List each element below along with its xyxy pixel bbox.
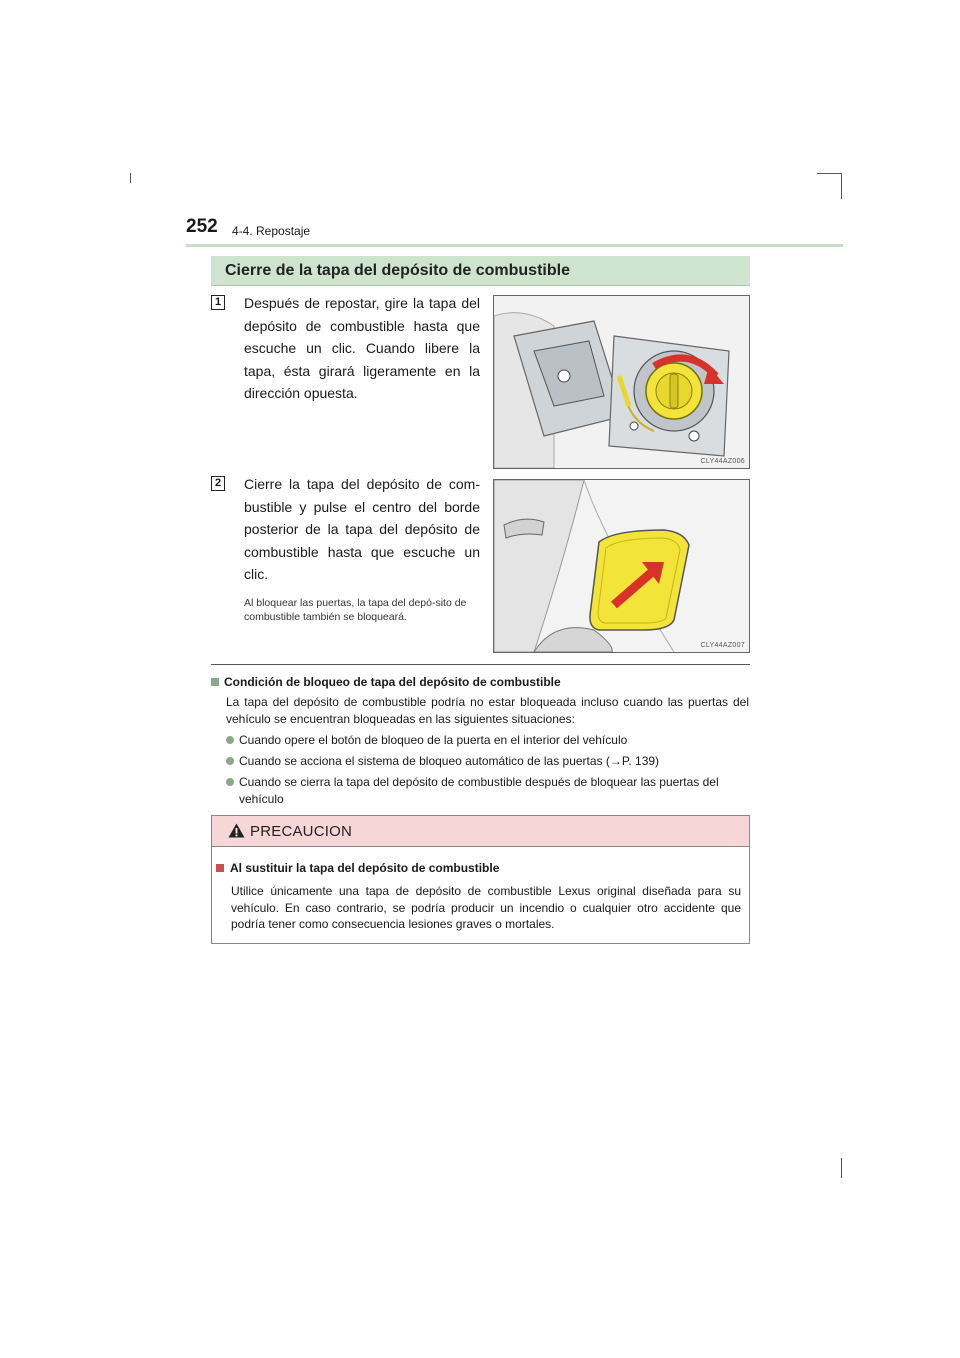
round-bullet-icon <box>226 778 234 786</box>
step-1-text: Después de repostar, gire la tapa del depósito de combustible hasta que escuche un clic. Cuando libere la tapa, ésta girará ligeramente en la dirección opuesta. <box>244 295 480 401</box>
fuel-door-close-illustration <box>494 480 749 652</box>
caution-box <box>211 815 750 944</box>
caution-title: PRECAUCION <box>250 823 353 840</box>
crop-mark <box>841 1158 842 1178</box>
section-divider <box>211 664 750 665</box>
page-number: 252 <box>186 216 218 237</box>
fuel-cap-turn-illustration <box>494 296 749 468</box>
caution-heading: Al sustituir la tapa del depósito de combustible <box>216 861 499 875</box>
step-number-1: 1 <box>211 295 225 310</box>
round-bullet-icon <box>226 757 234 765</box>
header-rule <box>186 244 843 247</box>
figure-fuel-cap-turn <box>493 295 750 469</box>
section-title: Cierre de la tapa del depósito de combustible <box>211 256 750 286</box>
caution-paragraph: Utilice únicamente una tapa de depósito de combustible Lexus original diseñada para su vehículo. En caso contrario, se podría producir un incendio o cualquier otro accidente que podría tener como consecuencia lesiones graves o mortales. <box>231 884 741 931</box>
info-paragraph: La tapa del depósito de combustible podría no estar bloqueada incluso cuando las puertas del vehículo se encuentran bloqueadas en las siguientes situaciones: <box>226 695 749 726</box>
info-heading: Condición de bloqueo de tapa del depósito de combustible <box>211 675 561 689</box>
warning-triangle-icon <box>228 823 245 838</box>
crop-mark <box>817 173 842 174</box>
crop-mark <box>130 173 131 183</box>
figure-fuel-door-close <box>493 479 750 653</box>
info-bullet: Cuando se acciona el sistema de bloqueo automático de las puertas (→P. 139) <box>226 753 750 770</box>
info-bullet: Cuando opere el botón de bloqueo de la puerta en el interior del vehículo <box>226 732 750 749</box>
section-header: 4-4. Repostaje <box>232 224 311 238</box>
square-bullet-icon <box>211 678 219 686</box>
step-number-2: 2 <box>211 476 225 491</box>
info-bullet: Cuando se cierra la tapa del depósito de combustible después de bloquear las puertas del vehículo <box>226 774 750 807</box>
caution-header <box>212 816 749 847</box>
figure-code: CLY44AZ006 <box>700 458 745 465</box>
figure-code: CLY44AZ007 <box>700 642 745 649</box>
square-bullet-icon <box>216 864 224 872</box>
step-2-note: Al bloquear las puertas, la tapa del depó-sito de combustible también se bloqueará. <box>244 597 467 623</box>
step-2-text: Cierre la tapa del depósito de com-bustible y pulse el centro del borde posterior de la tapa del depósito de combustible hasta que escuche un clic. <box>244 476 480 582</box>
crop-mark <box>841 173 842 199</box>
round-bullet-icon <box>226 736 234 744</box>
